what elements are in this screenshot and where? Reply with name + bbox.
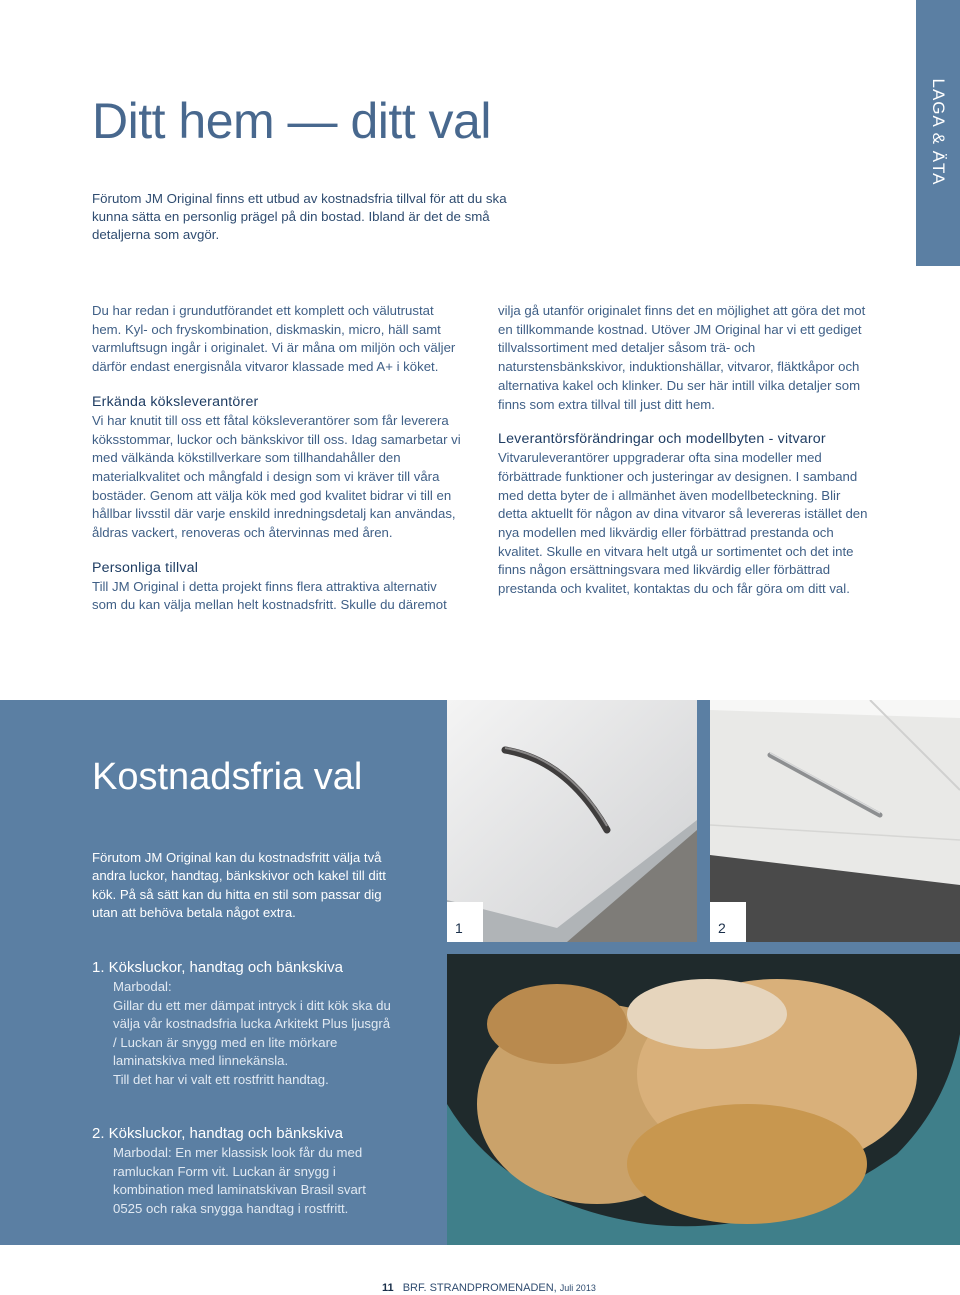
option-text: Till det har vi valt ett rostfritt handtag. (113, 1071, 329, 1087)
bread-basket-photo (447, 954, 960, 1245)
kitchen-handle-image-1 (447, 700, 697, 942)
paragraph: Du har redan i grundutförandet ett komplett och välutrustat hem. Kyl- och fryskombination, diskmaskin, micro, häll samt varmluftsugn ingår i originalet. Vi är måna om miljön och väljer därför endast energisnåla vitvaror klassade med A+ i köket. (92, 303, 456, 375)
option-text: Gillar du ett mer dämpat intryck i ditt kök ska du välja vår kostnadsfria lucka Arkitekt Plus ljusgrå / Luckan är snygg med en lite mörkare laminatskiva med linnekänsla. (113, 997, 391, 1068)
kitchen-handle-image-2 (710, 700, 960, 942)
option-heading: 2. Köksluckor, handtag och bänkskiva (92, 1125, 343, 1142)
bread-image (447, 954, 960, 1245)
kitchen-photo-1 (447, 700, 697, 942)
paragraph: Till JM Original i detta projekt finns flera attraktiva alternativ som du kan välja mellan helt kostnadsfritt. Skulle du däremot (92, 578, 447, 613)
section-tab (916, 0, 960, 266)
paragraph: Vitvaruleverantörer uppgraderar ofta sina modeller med förbättrade funktioner och justeringar av designen. I samband med detta byter de i allmänhet även modellbeteckning. Blir detta aktuellt för någon av dina vitvaror så levereras istället den nya modellen med likvärdig eller förbättrad prestanda och kvalitet. Skulle en vitvara helt utgå ur sortimentet och det inte finns någon ersättningsvara med likvärdig eller förbättrad prestanda och kvalitet, kontaktas du och får göra om ditt val. (498, 450, 868, 597)
option-text: Marbodal: (113, 979, 172, 994)
kostnadsfria-title: Kostnadsfria val (92, 756, 363, 798)
section-heading: Leverantörsförändringar och modellbyten - vitvaror (498, 431, 826, 448)
option-item-1 (92, 958, 392, 1089)
left-column (92, 302, 464, 615)
photo-label-2: 2 (710, 902, 746, 942)
paragraph: vilja gå utanför originalet finns det en möjlighet att göra det mot en tillkommande kostnad. Utöver JM Original har vi ett gediget tillvalssortiment med detaljer såsom trä- och naturstensbänkskivor, induktionshällar, vitvaror, fläktkåpor och alternativa kakel och klinker. Du ser här intill vilka detaljer som finns som extra tillval till just ditt hem. (498, 303, 866, 412)
option-text: Marbodal: En mer klassisk look får du med ramluckan Form vit. Luckan är snygg i kombination med laminatskivan Brasil svart 0525 och raka snygga handtag i rostfritt. (113, 1145, 366, 1216)
page-number: 11 (382, 1282, 394, 1294)
section-tab-label: LAGA & ÄTA (929, 78, 948, 186)
page-footer (382, 1282, 596, 1294)
page-title: Ditt hem — ditt val (92, 93, 491, 149)
right-column (498, 302, 870, 599)
kitchen-photo-2 (710, 700, 960, 942)
intro-text: Förutom JM Original finns ett utbud av kostnadsfria tillval för att du ska kunna sätta en personlig prägel på din bostad. Ibland är det de små detaljerna som avgör. (92, 191, 507, 242)
section-heading: Erkända köksleverantörer (92, 393, 259, 410)
section-heading: Personliga tillval (92, 559, 199, 576)
option-heading: 1. Köksluckor, handtag och bänkskiva (92, 959, 343, 976)
photo-label-1: 1 (447, 902, 483, 942)
footer-brand: BRF. STRANDPROMENADEN, (402, 1282, 557, 1294)
paragraph: Vi har knutit till oss ett fåtal köksleverantörer som får leverera köksstommar, luckor och bänkskivor till oss. Idag samarbetar vi med välkända kökstillverkare som tillhandahåller den materialkvalitet och mångfald i design som vi kräver till våra bostäder. Genom att välja kök med god kvalitet bidrar vi till en hållbar livsstil där varje enskild inredningsdetalj kan användas, åldras vackert, renoveras och återvinnas med åren. (92, 412, 461, 541)
option-item-2 (92, 1124, 392, 1218)
kostnadsfria-text: Förutom JM Original kan du kostnadsfritt välja två andra luckor, handtag, bänkskivor och kakel till ditt kök. På så sätt kan du hitta en stil som passar dig utan att behöva betala något extra. (92, 850, 386, 921)
footer-date: Juli 2013 (559, 1283, 596, 1293)
